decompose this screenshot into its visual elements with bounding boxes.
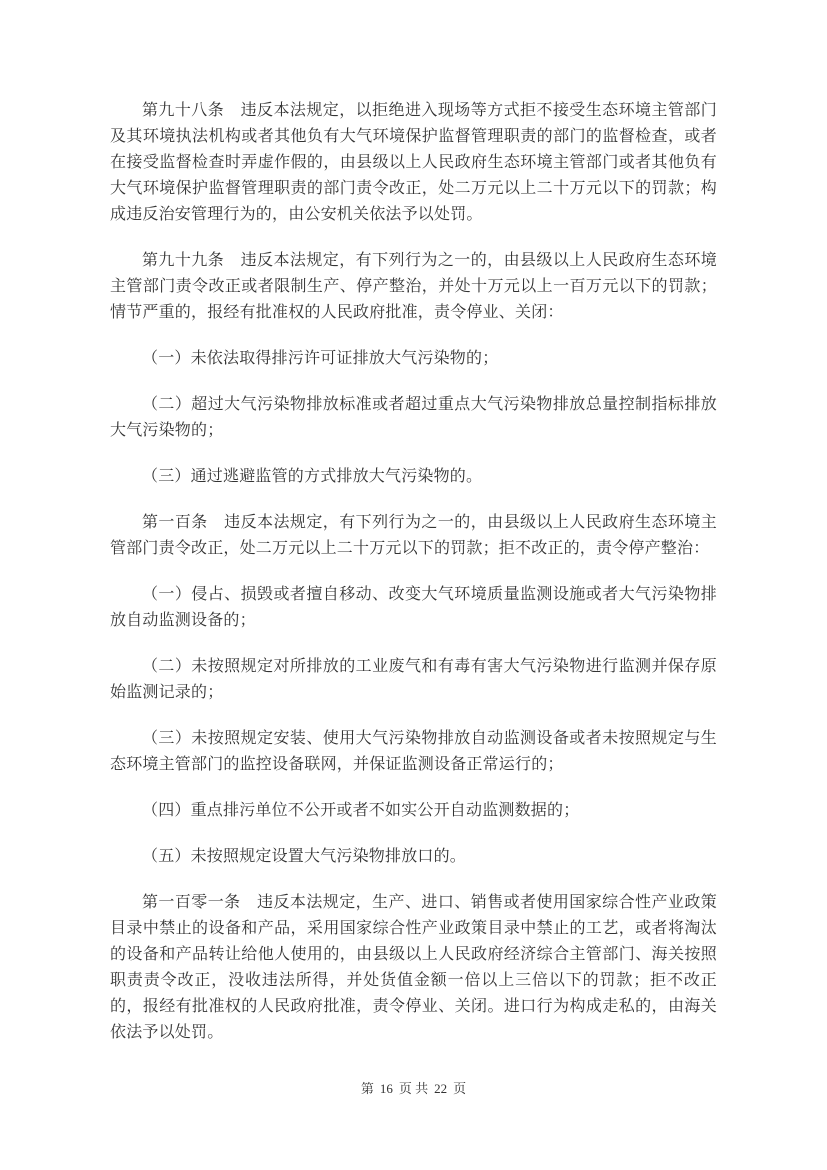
article-99-item-3: （三）通过逃避监管的方式排放大气污染物的。 [142,468,483,485]
article-100-item-4: （四）重点排污单位不公开或者不如实公开自动监测数据的； [142,802,580,819]
footer-page-middle: 页 共 [398,1081,429,1096]
footer-current-page: 16 [379,1081,393,1096]
paragraph-article-100: 第一百条 违反本法规定，有下列行为之一的，由县级以上人民政府生态环境主管部门责令改正，处二万元以上二十万元以下的罚款；拒不改正的，责令停产整治： [110,514,717,557]
paragraph-article-101: 第一百零一条 违反本法规定，生产、进口、销售或者使用国家综合性产业政策目录中禁止的设备和产品，采用国家综合性产业政策目录中禁止的工艺，或者将淘汰的设备和产品转让给他人使用的，由县级以上人民政府经济综合主管部门、海关按照职责责令改正，没收违法所得，并处货值金额一倍以上三倍以下的罚款；拒不改正的，报经有批准权的人民政府批准，责令停业、关闭。进口行为构成走私的，由海关依法予以处罚。 [110,894,717,1041]
paragraph-article-99: 第九十九条 违反本法规定，有下列行为之一的，由县级以上人民政府生态环境主管部门责令改正或者限制生产、停产整治，并处十万元以上一百万元以下的罚款；情节严重的，报经有批准权的人民政府批准，责令停业、关闭： [110,252,717,321]
page-footer [0,1078,827,1097]
paragraph-article-98: 第九十八条 违反本法规定，以拒绝进入现场等方式拒不接受生态环境主管部门及其环境执法机构或者其他负有大气环境保护监督管理职责的部门的监督检查，或者在接受监督检查时弄虚作假的，由县级以上人民政府生态环境主管部门或者其他负有大气环境保护监督管理职责的部门责令改正，处二万元以上二十万元以下的罚款；构成违反治安管理行为的，由公安机关依法予以处罚。 [110,102,717,223]
document-body [110,98,717,1046]
article-100-item-2: （二）未按照规定对所排放的工业废气和有毒有害大气污染物进行监测并保存原始监测记录的； [110,658,717,701]
article-100-item-3: （三）未按照规定安装、使用大气污染物排放自动监测设备或者未按照规定与生态环境主管部门的监控设备联网，并保证监测设备正常运行的； [110,730,717,773]
article-99-item-1: （一）未依法取得排污许可证排放大气污染物的； [142,350,499,367]
footer-page-suffix: 页 [453,1081,467,1096]
footer-total-pages: 22 [434,1081,448,1096]
article-100-item-5: （五）未按照规定设置大气污染物排放口的。 [142,848,467,865]
article-99-item-2: （二）超过大气污染物排放标准或者超过重点大气污染物排放总量控制指标排放大气污染物的； [110,396,717,439]
footer-page-prefix: 第 [360,1081,374,1096]
article-100-item-1: （一）侵占、损毁或者擅自移动、改变大气环境质量监测设施或者大气污染物排放自动监测设备的； [110,586,717,629]
